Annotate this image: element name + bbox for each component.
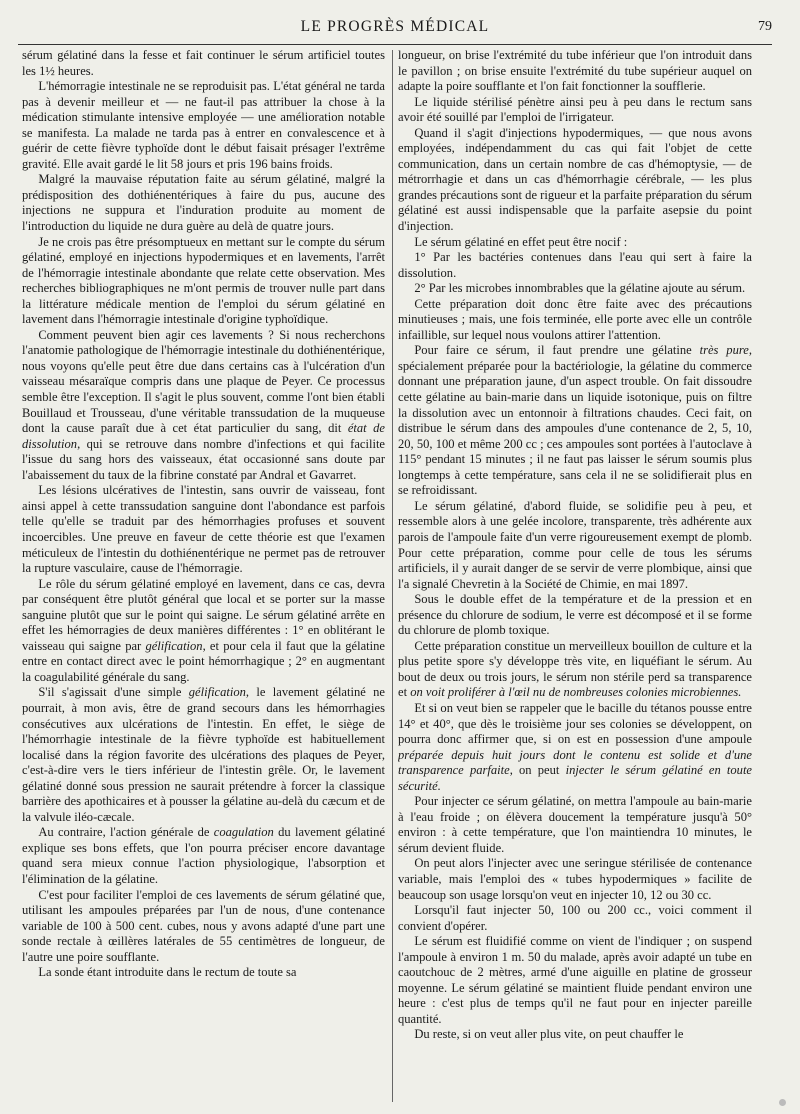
paragraph: 1° Par les bactéries contenues dans l'eau qui sert à faire la dissolution. (398, 250, 752, 280)
left-column (22, 48, 385, 1108)
text-run: , qui se retrouve dans nombre d'infections et qui facilite l'issue du sang hors des vaisseaux, état occasionné sans doute par l'abaissement du taux de la fibrine constaté par Andral et Gavarret. (22, 436, 385, 482)
paragraph: Quand il s'agit d'injections hypodermiques, — que nous avons employées, indépendamment du cas qui fait l'objet de cette communication, dans un certain nombre de cas d'hémoptysie, — de métrorrhagie et dans un cas d'hémorrhagie cérébrale, — les plus grandes précautions sont de rigueur et la parfaite préparation du sérum gélatiné est aussi indispensable que la parfaite asepsie du point d'injection. (398, 125, 752, 234)
paragraph: C'est pour faciliter l'emploi de ces lavements de sérum gélatiné que, utilisant les ampoules préparées par l'un de nous, d'une contenance variable de 100 à 500 cent. cubes, nous y avons adapté d'une part une sonde rectale à œillères latérales de 55 centimètres de longueur, de l'autre une poire soufflante. (22, 887, 385, 964)
text-run: , spécialement préparée pour la bactériologie, la gélatine du commerce donnant une préparation jaune, d'un aspect trouble. On fait dissoudre cette gélatine au bain-marie dans un liquide isotonique, puis on filtre la dissolution avec un entonnoir à filtrations chaudes. Ceci fait, on distribue le sérum dans des ampoules d'une contenance de 2, 5, 10, 20, 50, 100 et même 200 cc ; ces ampoules sont portées à l'autoclave à 115° pendant 15 minutes ; il ne faut pas laisser le sérum soumis plus longtemps à cette température, sans cela il ne se solidifierait plus en se refroidissant. (398, 343, 752, 498)
paragraph: Cette préparation doit donc être faite avec des précautions minutieuses ; mais, une fois terminée, elle porte avec elle un contrôle infaillible, sur lequel nous voulons attirer l'attention. (398, 296, 752, 342)
paragraph (398, 343, 752, 498)
emphasis: gélification (188, 685, 246, 700)
paragraph: Je ne crois pas être présomptueux en mettant sur le compte du sérum gélatiné, employé en injections hypodermiques et en lavements, l'arrêt de l'hémorragie intestinale abondante que relate cette observation. Mes recherches bibliographiques ne m'ont permis de trouver nulle part dans la littérature médicale mention de l'emploi du sérum gélatiné en lavement dans l'hémorragie intestinale d'origine typhoïdique. (22, 234, 385, 327)
paragraph: Pour injecter ce sérum gélatiné, on mettra l'ampoule au bain-marie à l'eau froide ; on élèvera doucement la température jusqu'à 50° environ : à cette température, que l'on maintiendra 10 minutes, le sérum devient fluide. (398, 794, 752, 855)
paragraph: Lorsqu'il faut injecter 50, 100 ou 200 cc., voici comment il convient d'opérer. (398, 903, 752, 933)
paragraph: Le sérum gélatiné en effet peut être nocif : (414, 234, 628, 249)
paragraph: sérum gélatiné dans la fesse et fait continuer le sérum artificiel toutes les 1½ heures. (22, 48, 385, 78)
paragraph: Malgré la mauvaise réputation faite au sérum gélatiné, malgré la prédisposition des dothiénentériques à faire du pus, aucune des injections ne suppura et l'induration produite au moment de l'introduction du liquide ne dura guère au delà de quatre jours. (22, 172, 385, 234)
text-run: , le lavement gélatiné ne pourrait, à mon avis, être de grand secours dans les hémorrhagies consécutives aux ulcérations de l'intestin. En effet, le siège de l'hémorrhagie intestinale de la fièvre typhoïde est habituellement localisé dans la région favorite des ulcérations des plaques de Peyer, c'est-à-dire vers le tiers inférieur de l'intestin grêle. Or, le lavement gélatiné donné sous pression ne saurait prétendre à forcer la classique barrière des apothicaires et à pousser la gélatine au-delà du cæcum et de la valvule iléo-cæcale. (22, 685, 385, 824)
right-column (398, 48, 752, 1108)
text-run: Le rôle du sérum gélatiné employé en lavement, dans ce cas, devra par conséquent être plutôt général que local et se porter sur la masse sanguine plutôt que sur le point qui saigne. Le sérum gélatiné arrête en effet les hémorragies de deux manières différentes : 1° en oblitérant le vaisseau qui saigne par (22, 576, 385, 653)
print-smudge (779, 1099, 786, 1106)
text-run: S'il s'agissait d'une simple (38, 685, 189, 700)
text-run: , on peut (509, 763, 566, 778)
paragraph (398, 701, 752, 794)
paragraph: Les lésions ulcératives de l'intestin, sans ouvrir de vaisseau, font ainsi appel à cette transsudation sanguine dont l'abondance est parfois telle qu'elle se traduit par des hémorrhagies profuses et souvent incoercibles. Une preuve en faveur de cette théorie est que l'examen méticuleux de l'intestin du dothiénentérique ne permet pas de retrouver la rupture vasculaire, cause de l'hémorragie. (22, 483, 385, 576)
paragraph: Sous le double effet de la température et de la pression et en présence du chlorure de sodium, le verre est décomposé et il se forme du chlorure de plomb toxique. (398, 592, 752, 638)
paragraph (22, 328, 385, 483)
text-run: Cette préparation constitue un merveilleux bouillon de culture et la plus petite spore s'y développe très vite, en liquéfiant le sérum. Au bout de deux ou trois jours, le sérum non stérile perd sa transparence et (398, 638, 752, 700)
emphasis: préparée depuis huit jours dont le contenu est solide et d'une transparence parfaite (398, 747, 752, 778)
emphasis: injecter le sérum gélatiné en toute sécurité. (398, 763, 752, 793)
emphasis: coagulation (213, 825, 274, 840)
paragraph: On peut alors l'injecter avec une seringue stérilisée de contenance variable, mais l'emploi des « tubes hypodermiques » facilite de beaucoup son usage lorsqu'on veut en injecter 10, 12 ou 30 cc. (398, 856, 752, 902)
paragraph (22, 685, 385, 825)
text-run: Pour faire ce sérum, il faut prendre une gélatine (414, 343, 700, 358)
paragraph (22, 577, 385, 686)
emphasis: état de dissolution (22, 421, 385, 451)
paragraph: L'hémorragie intestinale ne se reproduisit pas. L'état général ne tarda pas à devenir meilleur et — ne faut-il pas attribuer la chose à la médication stimulante intensive employée — une amélioration notable se manifesta. La malade ne tarda pas à entrer en convalescence et à guérir de cette fièvre typhoïde dont le début faisait présager l'extrême gravité. Elle avait gardé le lit 58 jours et pris 196 bains froids. (22, 79, 385, 171)
paragraph (22, 825, 385, 887)
paragraph (398, 639, 752, 701)
paragraph: Le sérum est fluidifié comme on vient de l'indiquer ; on suspend l'ampoule à environ 1 m. 50 du malade, après avoir adapté un tube en caoutchouc de 2 mètres, armé d'une aiguille en platine de grosseur moyenne. Le sérum gélatiné se maintient fluide pendant environ une heure : c'est plus de temps qu'il ne faut pour en injecter pareille quantité. (398, 934, 752, 1026)
page-header (18, 14, 772, 45)
text-run: Et si on veut bien se rappeler que le bacille du tétanos pousse entre 14° et 40°, que dès le troisième jour ses colonies se développent, on pourra donc affirmer que, si on est en possession d'une ampoule (398, 700, 752, 747)
emphasis: très pure (699, 343, 749, 358)
emphasis: on voit proliférer à l'œil nu de nombreuses colonies microbiennes. (410, 685, 742, 700)
text-run: du lavement gélatiné explique ses bons effets, que l'on pourra préciser encore davantage quand sera mieux connue l'action physiologique, l'absorption et l'élimination de la gélatine. (22, 825, 385, 886)
text-run: Au contraire, l'action générale de (38, 825, 214, 840)
page-number: 79 (758, 19, 772, 34)
paragraph: Le liquide stérilisé pénètre ainsi peu à peu dans le rectum sans avoir été souillé par l'emploi de l'irrigateur. (398, 94, 752, 125)
paragraph: Du reste, si on veut aller plus vite, on peut chauffer le (414, 1027, 684, 1042)
paragraph: 2° Par les microbes innombrables que la gélatine ajoute au sérum. (414, 281, 746, 296)
running-title: LE PROGRÈS MÉDICAL (300, 18, 490, 35)
paragraph: La sonde étant introduite dans le rectum de toute sa (38, 965, 297, 980)
emphasis: gélification (145, 638, 203, 653)
text-run: , et pour cela il faut que la gélatine entre en contact direct avec le point hémorrhagique ; 2° en augmentant la coagulabilité générale du sang. (22, 638, 385, 684)
text-run: Comment peuvent bien agir ces lavements ? Si nous recherchons l'anatomie pathologique de l'hémorragie intestinale du dothiénentérique, nous voyons qu'elle peut être due dans certains cas à l'ulcération d'un vaisseau mésaraïque compris dans une plaque de Peyer. Ce processus semble être l'exception. Il s'agit le plus souvent, comme l'ont bien établi Bouillaud et Trousseau, d'une véritable transsudation de la muqueuse dont la cause paraît due à cet état particulier du sang, dit (22, 327, 385, 436)
paragraph: Le sérum gélatiné, d'abord fluide, se solidifie peu à peu, et ressemble alors à une gelée incolore, transparente, très adhérente aux parois de l'ampoule faite d'un verre rigoureusement exempt de plomb. Pour cette préparation, comme pour celle de tous les sérums artificiels, il y aurait danger de se servir de verre plombique, ainsi que l'a signalé Chevretin à la Société de Chimie, en mai 1897. (398, 498, 752, 591)
column-divider (392, 50, 393, 1102)
paragraph: longueur, on brise l'extrémité du tube inférieur que l'on introduit dans le pavillon ; on brise ensuite l'extrémité du tube supérieur auquel on adapte la poire soufflante et l'on fait fonctionner la soufflerie. (398, 48, 752, 94)
